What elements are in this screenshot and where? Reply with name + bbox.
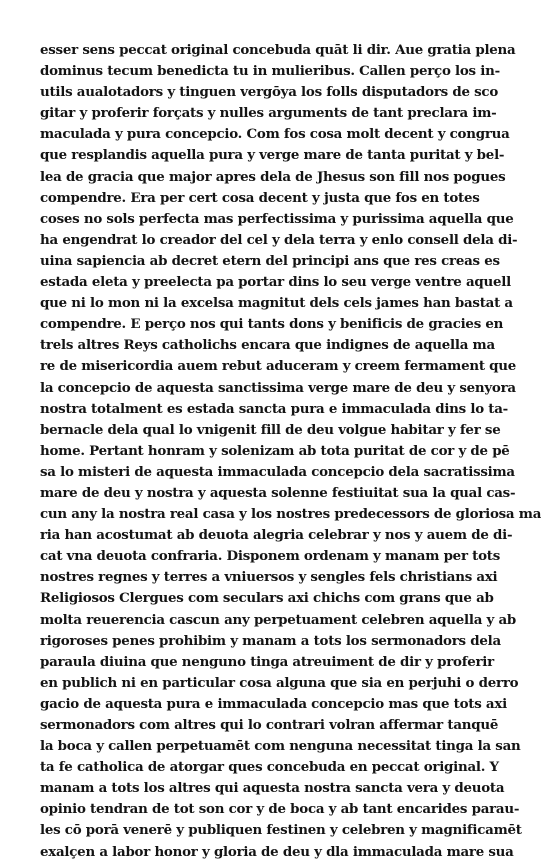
text-line: sa lo misteri de aquesta immaculada concepcio dela sacratissima	[40, 463, 515, 480]
text-line: paraula diuina que nenguno tinga atreuiment de dir y proferir	[40, 653, 494, 670]
text-line: rigoroses penes prohibim y manam a tots los sermonadors dela	[40, 632, 501, 649]
text-line: molta reuerencia cascun any perpetuament celebren aquella y ab	[40, 611, 517, 628]
text-block	[40, 40, 541, 863]
text-line: que resplandis aquella pura y verge mare de tanta puritat y bel-	[40, 147, 505, 164]
text-line: mare de deu y nostra y aquesta solenne festiuitat sua la qual cas-	[40, 484, 516, 501]
text-line: estada eleta y preelecta pa portar dins lo seu verge ventre aquell	[40, 274, 511, 291]
text-line: opinio tendran de tot son cor y de boca y ab tant encarides parau-	[40, 801, 520, 818]
text-line: gacio de aquesta pura e immaculada concepcio mas que tots axi	[40, 695, 507, 712]
text-line: la boca y callen perpetuamēt com nenguna necessitat tinga la san	[40, 738, 521, 755]
text-line: utils aualotadors y tinguen vergōya los folls disputadors de sco	[40, 84, 499, 101]
text-line: manam a tots los altres qui aquesta nostra sancta vera y deuota	[40, 780, 505, 797]
text-line: home. Pertant honram y solenizam ab tota puritat de cor y de pē	[40, 442, 510, 459]
text-line: coses no sols perfecta mas perfectissima y purissima aquella que	[40, 210, 514, 227]
text-line: nostres regnes y terres a vniuersos y sengles fels christians axi	[40, 569, 498, 586]
text-line: re de misericordia auem rebut aduceram y creem fermament que	[40, 358, 517, 375]
text-line: compendre. Era per cert cosa decent y justa que fos en totes	[40, 189, 480, 206]
text-line: maculada y pura concepcio. Com fos cosa molt decent y congrua	[40, 126, 510, 143]
text-line: bernacle dela qual lo vnigenit fill de deu volgue habitar y fer se	[40, 421, 501, 438]
text-line: cat vna deuota confraria. Disponem ordenam y manam per tots	[40, 548, 501, 565]
text-line: les cō porā venerē y publiquen festinen y celebren y magnificamēt	[40, 822, 522, 839]
text-line: lea de gracia que major apres dela de Jhesus son fill nos pogues	[40, 168, 506, 185]
text-line: ta fe catholica de atorgar ques concebuda en peccat original. Y	[40, 759, 499, 776]
text-line: cun any la nostra real casa y los nostres predecessors de gloriosa ma	[40, 506, 541, 523]
text-line: esser sens peccat original concebuda quāt li dir. Aue gratia plena	[40, 42, 516, 58]
text-line: que ni lo mon ni la excelsa magnitut dels cels james han bastat a	[40, 295, 513, 312]
text-line: nostra totalment es estada sancta pura e immaculada dins lo ta-	[40, 400, 508, 417]
text-line: Religiosos Clergues com seculars axi chichs com grans que ab	[40, 590, 494, 607]
text-line: sermonadors com altres qui lo contrari volran affermar tanquē	[40, 717, 499, 733]
text-line: compendre. E perço nos qui tants dons y benificis de gracies en	[40, 316, 504, 333]
text-line: exalçen a labor honor y gloria de deu y dla immaculada mare sua	[40, 843, 514, 860]
text-line: uina sapiencia ab decret etern del principi ans que res creas es	[40, 252, 500, 269]
text-line: ria han acostumat ab deuota alegria celebrar y nos y auem de di-	[40, 527, 513, 544]
text-line: ha engendrat lo creador del cel y dela terra y enlo consell dela di-	[40, 231, 518, 248]
text-line: en publich ni en particular cosa alguna que sia en perjuhi o derro	[40, 674, 519, 691]
text-line: la concepcio de aquesta sanctissima verge mare de deu y senyora	[40, 379, 516, 396]
text-line: trels altres Reys catholichs encara que indignes de aquella ma	[40, 337, 495, 354]
text-line: gitar y proferir forçats y nulles arguments de tant preclara im-	[40, 105, 497, 122]
text-line: dominus tecum benedicta tu in mulieribus. Callen perço los in-	[40, 63, 500, 80]
